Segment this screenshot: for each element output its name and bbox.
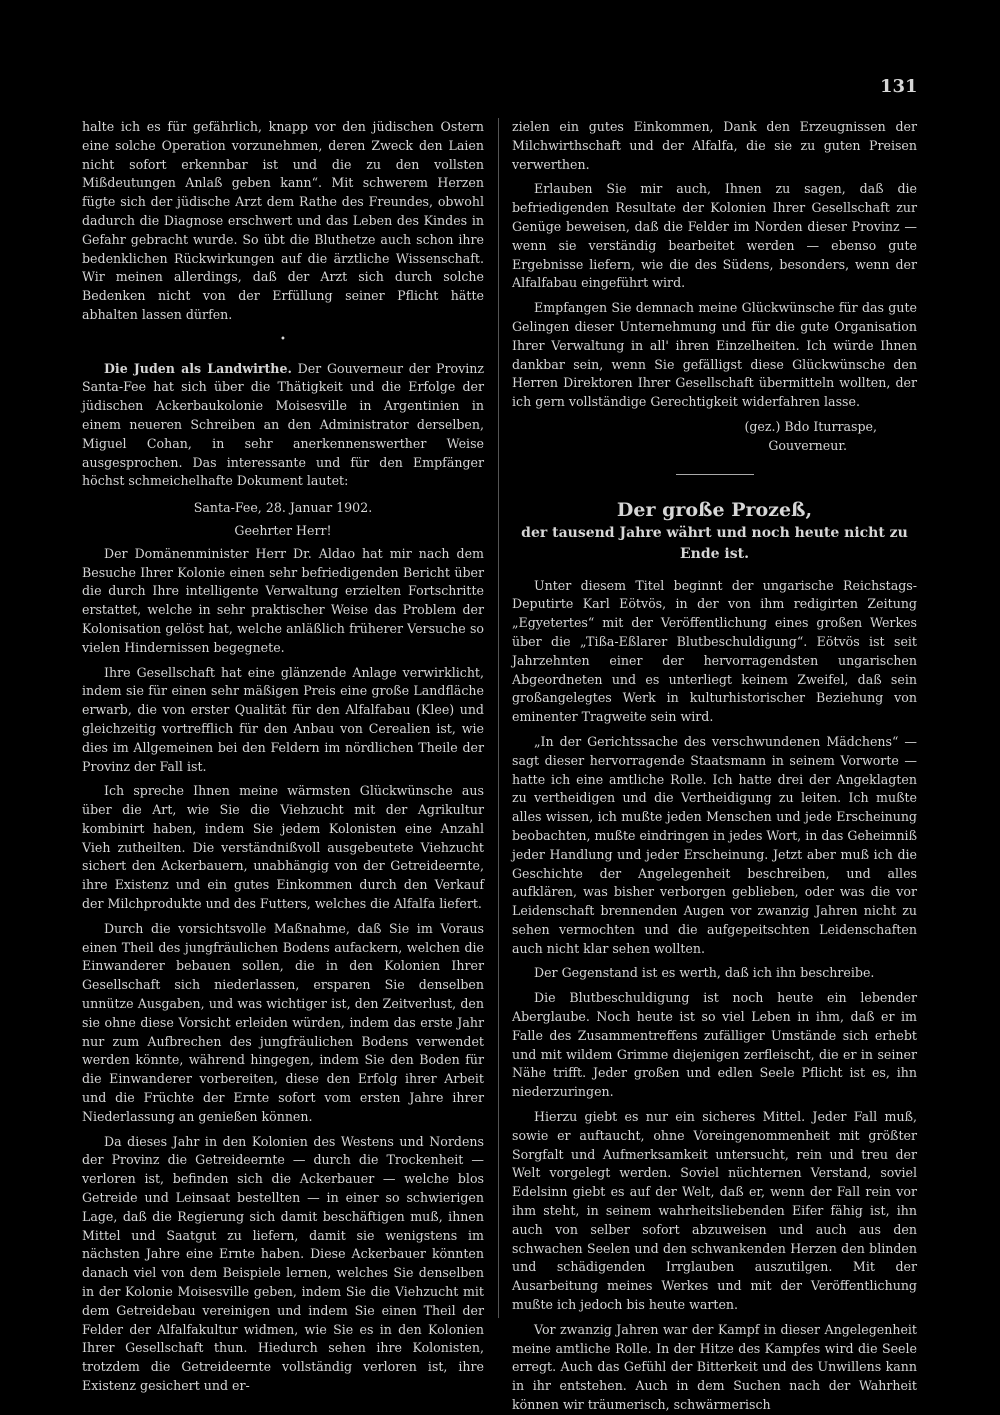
paragraph: Vor zwanzig Jahren war der Kampf in dieser Angelegenheit meine amtliche Rolle. In der Hitze des Kampfes wird die Seele erregt. Auch das Gefühl der Bitterkeit und des Unwillens kann in ihr entstehen. Auch in dem Suchen nach der Wahrheit können wir träumerisch, schwärmerisch — [512, 1321, 917, 1413]
paragraph: Ihre Gesellschaft hat eine glänzende Anlage verwirklicht, indem sie für einen sehr mäßigen Preis eine große Landfläche erwarb, die von erster Qualität für den Alfalfabau (Klee) und gleichzeitig vortrefflich für den Anbau von Cerealien ist, wie dies im Allgemeinen bei den Feldern im nördlichen Theile der Provinz der Fall ist. — [82, 664, 484, 774]
section-title: Die Juden als Landwirthe. — [104, 360, 292, 376]
right-column — [512, 118, 917, 1413]
page-number: 131 — [880, 76, 918, 97]
column-divider — [498, 118, 499, 1318]
section-separator: • — [280, 333, 286, 345]
paragraph: Erlauben Sie mir auch, Ihnen zu sagen, daß die befriedigenden Resultate der Kolonien Ihrer Gesellschaft zur Genüge beweisen, daß die Felder im Norden dieser Provinz — wenn sie verständig bearbeitet werden — ebenso gute Ergebnisse liefern, wie die des Südens, besonders, wenn der Alfalfabau eingeführt wird. — [512, 181, 917, 291]
letter-dateline: Santa-Fee, 28. Januar 1902. — [193, 500, 373, 516]
section-lead-text: Der Gouverneur der Provinz Santa-Fee hat sich über die Thätigkeit und die Erfolge der jüdischen Ackerbaukolonie Moisesville in Argentinien in einem neueren Schreiben an den Administrator derselben, Miguel Cohan, in sehr anerkennenswerther Weise ausgesprochen. Das interessante und für den Empfänger höchst schmeichelhafte Dokument lautet: — [82, 360, 484, 489]
paragraph: Ich spreche Ihnen meine wärmsten Glückwünsche aus über die Art, wie Sie die Viehzucht mit der Agrikultur kombinirt haben, indem Sie jedem Kolonisten eine Anzahl Vieh zutheilten. Die verständnißvoll ausgebeutete Viehzucht sichert den Ackerbauern, unabhängig von der Getreideernte, ihre Existenz und ein gutes Einkommen durch den Verkauf der Milchprodukte und des Futters, welches die Alfalfa liefert. — [82, 783, 484, 912]
paragraph: Der Domänenminister Herr Dr. Aldao hat mir nach dem Besuche Ihrer Kolonie einen sehr befriedigenden Bericht über die durch Ihre intelligente Verwaltung erzielten Fortschritte erstattet, welche in sehr praktischer Weise das Problem der Kolonisation gelöst hat, welche anläßlich früherer Versuche so vielen Hindernissen begegnete. — [82, 545, 484, 655]
article-headline — [512, 497, 917, 565]
section-paragraph — [82, 360, 484, 492]
headline-main: Der große Prozeß, — [616, 498, 813, 521]
paragraph: Da dieses Jahr in den Kolonien des Westens und Nordens der Provinz die Getreideernte — durch die Trockenheit — verloren ist, befinden sich die Ackerbauer — welche blos Getreide und Leinsaat bestellten — in einer so schwierigen Lage, daß die Regierung sich damit beschäftigen muß, ihnen Mittel und Saatgut zu liefern, damit sie wenigstens im nächsten Jahre eine Ernte haben. Diese Ackerbauer könnten danach viel von dem Beispiele lernen, welches Sie denselben in der Kolonie Moisesville geben, indem Sie die Viehzucht mit dem Getreidebau vereinigen und indem Sie einen Theil der Felder der Alfalfakultur widmen, wie Sie es in den Kolonien Ihrer Gesellschaft thun. Hiedurch sehen ihre Kolonisten, trotzdem die Getreideernte vollständig verloren ist, ihre Existenz gesichert und er- — [82, 1133, 484, 1393]
letter-signature-role: Gouverneur. — [768, 437, 847, 453]
paragraph: Hierzu giebt es nur ein sicheres Mittel. Jeder Fall muß, sowie er auftaucht, ohne Voreingenommenheit mit größter Sorgfalt und Aufmerksamkeit untersucht, rein und treu der Welt vorgelegt werden. Soviel nüchternen Verstand, soviel Edelsinn giebt es auf der Welt, daß er, wenn der Fall rein vor ihm steht, in seinem wahrheitsliebenden Eifer fähig ist, ihn auch von selber sofort abzuweisen und auch aus den schwachen Seelen und den schwankenden Herzen den blinden und schädigenden Irrglauben auszutilgen. Mit der Ausarbeitung meines Werkes und mit der Veröffentlichung mußte ich jedoch bis heute warten. — [512, 1109, 917, 1313]
paragraph: „In der Gerichtssache des verschwundenen Mädchens“ — sagt dieser hervorragende Staatsmann in seinem Vorworte — hatte ich eine amtliche Rolle. Ich hatte drei der Angeklagten zu vertheidigen und die Vertheidigung zu leiten. Ich mußte alles wissen, ich mußte jeden Menschen und jede Erscheinung beobachten, mußte eindringen in jedes Wort, in das Geheimniß jeder Handlung und jeder Erscheinung. Jetzt aber muß ich die Geschichte der Angelegenheit beschreiben, und alles aufklären, was bisher verborgen geblieben, oder was die vor Leidenschaft brennenden Augen vor zwanzig Jahren nicht zu sehen vermochten und die aufgepeitschten Leidenschaften auch nicht klar sehen wollten. — [512, 733, 917, 956]
paragraph: zielen ein gutes Einkommen, Dank den Erzeugnissen der Milchwirthschaft und der Alfalfa, die sie zu guten Preisen verwerthen. — [512, 119, 917, 172]
paragraph: Die Blutbeschuldigung ist noch heute ein lebender Aberglaube. Noch heute ist so viel Leben in ihm, daß er im Falle des Zusammentreffens zufälliger Umstände sich erhebt und mit wildem Grimme diejenigen zerfleischt, die er in seiner Nähe trifft. Jeder großen und edlen Seele Pflicht ist es, ihn niederzuringen. — [512, 990, 917, 1100]
article-divider — [676, 474, 754, 475]
paragraph: Unter diesem Titel beginnt der ungarische Reichstags-Deputirte Karl Eötvös, in der von ihm redigirten Zeitung „Egyetertes“ mit der Veröffentlichung eines großen Werkes über die „Tißa-Eßlarer Blutbeschuldigung“. Eötvös ist seit Jahrzehnten einer der hervorragendsten ungarischen Abgeordneten und es unterliegt keinem Zweifel, daß sein großangelegtes Werk in kulturhistorischer Beziehung von eminenter Tragweite sein wird. — [512, 577, 917, 725]
letter-greeting: Geehrter Herr! — [234, 522, 332, 538]
paragraph: halte ich es für gefährlich, knapp vor den jüdischen Ostern eine solche Operation vorzunehmen, deren Zweck den Laien nicht sofort erkennbar ist und die zu den vollsten Mißdeutungen Anlaß geben kann“. Mit schwerem Herzen fügte sich der jüdische Arzt dem Rathe des Freundes, obwohl dadurch die Diagnose erschwert und das Leben des Kindes in Gefahr gebracht wurde. So übt die Bluthetze auch schon ihre bedenklichen Rückwirkungen auf die ärztliche Wissenschaft. Wir meinen allerdings, daß der Arzt sich durch solche Bedenken nicht von der Erfüllung seiner Pflicht hätte abhalten lassen dürfen. — [82, 119, 484, 322]
headline-subtitle: der tausend Jahre währt und noch heute nicht zu Ende ist. — [521, 524, 908, 562]
paragraph: Empfangen Sie demnach meine Glückwünsche für das gute Gelingen dieser Unternehmung und für die gute Organisation Ihrer Verwaltung in all' ihren Einzelheiten. Ich würde Ihnen dankbar sein, wenn Sie gefälligst diese Glückwünsche den Herren Direktoren Ihrer Gesellschaft übermitteln wollten, der ich gern vollständige Gerechtigkeit widerfahren lasse. — [512, 300, 917, 410]
letter-signature: (gez.) Bdo Iturraspe, — [744, 418, 877, 434]
paragraph: Der Gegenstand ist es werth, daß ich ihn beschreibe. — [534, 965, 875, 981]
paragraph: Durch die vorsichtsvolle Maßnahme, daß Sie im Voraus einen Theil des jungfräulichen Bodens aufackern, welchen die Einwanderer bebauen sollen, die in den Kolonien Ihrer Gesellschaft sich niederlassen, ersparen Sie denselben unnütze Ausgaben, und was wichtiger ist, den Zeitverlust, den sie ohne diese Vorsicht erleiden würden, indem das erste Jahr nur zum Aufbrechen des jungfräulichen Bodens verwendet werden könnte, während hingegen, indem Sie den Boden für die Einwanderer vorbereiten, diese den Erfolg ihrer Arbeit und die Früchte der Ernte sofort vom ersten Jahre ihrer Niederlassung an genießen können. — [82, 920, 484, 1124]
left-column — [82, 118, 484, 1393]
